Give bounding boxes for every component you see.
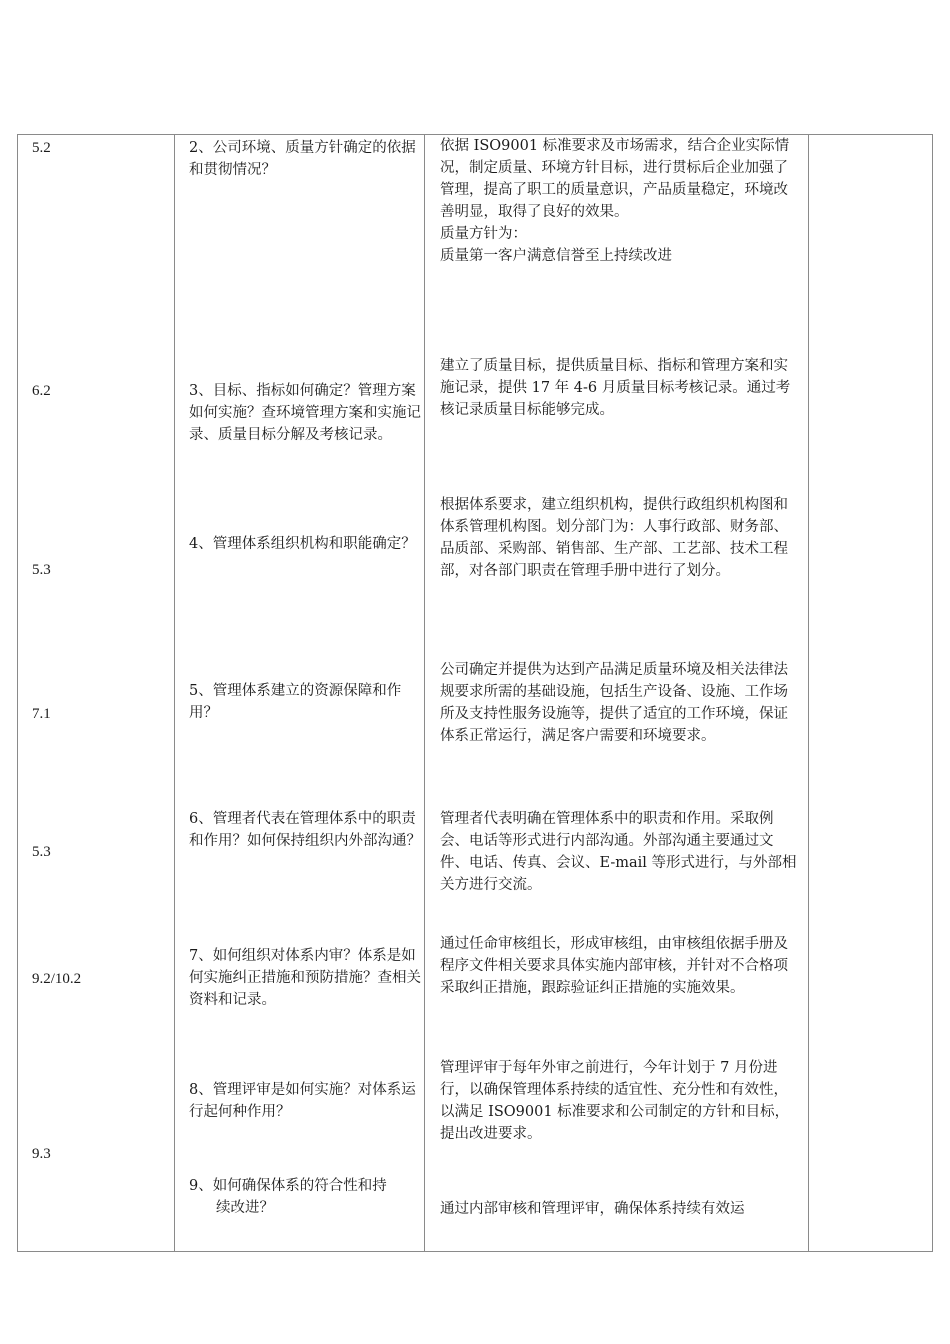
clause-number: 7.1 [32, 706, 51, 722]
audit-question [189, 1175, 421, 1219]
audit-answer: 管理评审于每年外审之前进行，今年计划于 7 月份进行，以确保管理体系持续的适宜性、充分性和有效性，以满足 ISO9001 标准要求和公司制定的方针和目标，提出改进要求。 [440, 1060, 790, 1142]
column-divider-3 [808, 135, 809, 1251]
audit-table [17, 134, 933, 1252]
clause-number: 9.2/10.2 [32, 971, 82, 987]
answer-text: 依据 ISO9001 标准要求及市场需求，结合企业实际情况，制定质量、环境方针目标，进行贯标后企业加强了管理，提高了职工的质量意识，产品质量稳定，环境改善明显，取得了良好的效果。 [440, 138, 790, 220]
clause-number: 6.2 [32, 383, 51, 399]
audit-question: 5、管理体系建立的资源保障和作用？ [189, 683, 402, 721]
clause-number: 5.2 [32, 140, 51, 156]
clause-number: 5.3 [32, 844, 51, 860]
audit-answer: 通过任命审核组长，形成审核组，由审核组依据手册及程序文件相关要求具体实施内部审核，并针对不合格项采取纠正措施，跟踪验证纠正措施的实施效果。 [440, 936, 788, 996]
audit-question: 8、管理评审是如何实施？对体系运行起何种作用？ [189, 1082, 416, 1120]
audit-answer: 通过内部审核和管理评审，确保体系持续有效运 [440, 1201, 745, 1217]
column-divider-2 [424, 135, 425, 1251]
audit-question: 6、管理者代表在管理体系中的职责和作用？如何保持组织内外部沟通？ [189, 811, 421, 849]
question-text: 9、如何确保体系的符合性和持 [189, 1178, 387, 1194]
audit-answer: 公司确定并提供为达到产品满足质量环境及相关法律法规要求所需的基础设施，包括生产设备、设施、工作场所及支持性服务设施等，提供了适宜的工作环境，保证体系正常运行，满足客户需要和环境要求。 [440, 662, 788, 744]
audit-answer [440, 135, 800, 267]
column-divider-1 [174, 135, 175, 1251]
audit-question: 4、管理体系组织机构和职能确定？ [189, 536, 416, 552]
audit-question: 2、公司环境、质量方针确定的依据和贯彻情况？ [189, 140, 416, 178]
answer-text-line2: 质量方针为： [440, 226, 527, 242]
audit-question: 3、目标、指标如何确定？管理方案如何实施？查环境管理方案和实施记录、质量目标分解及考核记录。 [189, 383, 421, 443]
clause-number: 5.3 [32, 562, 51, 578]
question-text-continued: 续改进？ [216, 1200, 274, 1216]
audit-answer: 管理者代表明确在管理体系中的职责和作用。采取例会、电话等形式进行内部沟通。外部沟通主要通过文件、电话、传真、会议、E-mail 等形式进行，与外部相关方进行交流。 [440, 811, 797, 893]
answer-text-line3: 质量第一客户满意信誉至上持续改进 [440, 248, 672, 264]
audit-answer: 建立了质量目标，提供质量目标、指标和管理方案和实施记录，提供 17 年 4-6 月质量目标考核记录。通过考核记录质量目标能够完成。 [440, 358, 791, 418]
audit-answer: 根据体系要求，建立组织机构，提供行政组织机构图和体系管理机构图。划分部门为：人事行政部、财务部、品质部、采购部、销售部、生产部、工艺部、技术工程部，对各部门职责在管理手册中进行了划分。 [440, 497, 788, 579]
audit-question: 7、如何组织对体系内审？体系是如何实施纠正措施和预防措施？查相关资料和记录。 [189, 948, 421, 1008]
clause-number: 9.3 [32, 1146, 51, 1162]
